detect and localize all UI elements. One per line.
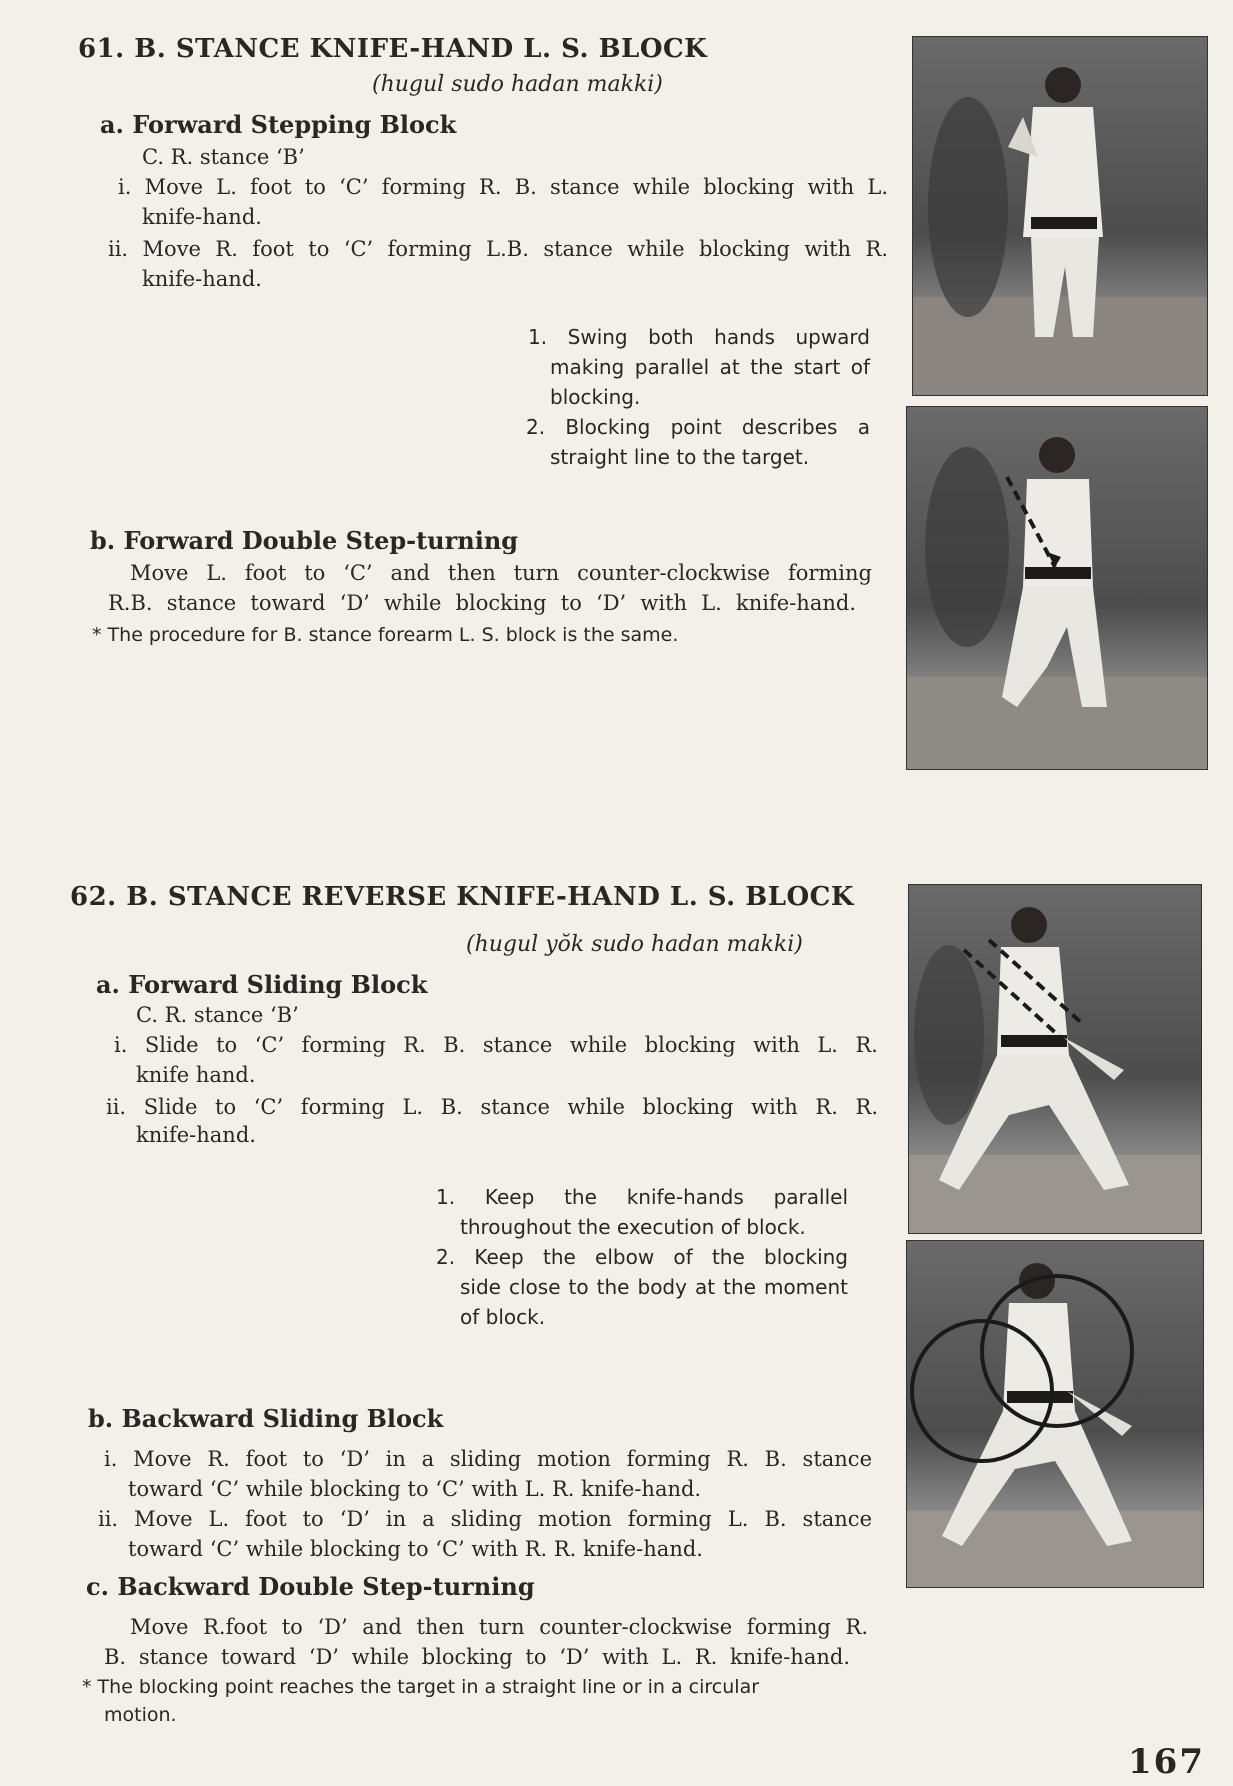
section-61-note-1-end: blocking. (550, 385, 641, 409)
photo-forward-stepping-block-end (906, 406, 1208, 770)
section-62-heading: 62. B. STANCE REVERSE KNIFE-HAND L. S. BLOCK (70, 882, 854, 912)
section-62b-step-ii: ii. Move L. foot to ‘D’ in a sliding motion forming L. B. stance (98, 1507, 872, 1531)
section-61a-title: a. Forward Stepping Block (100, 110, 457, 139)
section-61b-line-1: Move L. foot to ‘C’ and then turn counter-clockwise forming (130, 561, 872, 585)
section-62-note-2-cont: side close to the body at the moment (460, 1275, 848, 1299)
section-62a-start-position: C. R. stance ‘B’ (136, 1003, 299, 1027)
section-61-heading: 61. B. STANCE KNIFE-HAND L. S. BLOCK (78, 34, 708, 64)
section-62-note-1: 1. Keep the knife-hands parallel (436, 1185, 848, 1209)
section-62a-step-ii: ii. Slide to ‘C’ forming L. B. stance while blocking with R. R. (106, 1095, 878, 1119)
section-62-korean-term: (hugul yŏk sudo hadan makki) (466, 932, 803, 957)
section-62b-title: b. Backward Sliding Block (88, 1404, 444, 1433)
photo-reverse-knife-hand-straight-line (908, 884, 1202, 1234)
section-61a-step-i-cont: knife-hand. (142, 205, 262, 229)
section-61-note-1-cont: making parallel at the start of (550, 355, 870, 379)
section-61-footnote: * The procedure for B. stance forearm L. S. block is the same. (92, 624, 679, 646)
section-61b-title: b. Forward Double Step-turning (90, 526, 519, 555)
section-62a-step-ii-cont: knife-hand. (136, 1123, 256, 1147)
section-61-korean-term: (hugul sudo hadan makki) (372, 72, 663, 97)
section-62-note-2-end: of block. (460, 1305, 546, 1329)
section-61a-step-i: i. Move L. foot to ‘C’ forming R. B. stance while blocking with L. (118, 175, 888, 199)
section-62-note-2: 2. Keep the elbow of the blocking (436, 1245, 848, 1269)
section-62-note-1-cont: throughout the execution of block. (460, 1215, 806, 1239)
section-61-note-2-cont: straight line to the target. (550, 445, 810, 469)
section-62a-step-i: i. Slide to ‘C’ forming R. B. stance while blocking with L. R. (114, 1033, 878, 1057)
section-61b-line-2: R.B. stance toward ‘D’ while blocking to ‘D’ with L. knife-hand. (108, 591, 856, 615)
section-62a-title: a. Forward Sliding Block (96, 970, 428, 999)
section-62-footnote: * The blocking point reaches the target in a straight line or in a circular (82, 1676, 760, 1698)
section-62b-step-i-cont: toward ‘C’ while blocking to ‘C’ with L. R. knife-hand. (128, 1477, 702, 1501)
section-62-footnote-cont: motion. (104, 1704, 177, 1726)
section-61-note-1: 1. Swing both hands upward (528, 325, 870, 349)
section-62c-title: c. Backward Double Step-turning (86, 1572, 535, 1601)
section-61-note-2: 2. Blocking point describes a (526, 415, 870, 439)
section-61a-step-ii: ii. Move R. foot to ‘C’ forming L.B. stance while blocking with R. (108, 237, 888, 261)
section-61a-start-position: C. R. stance ‘B’ (142, 145, 305, 169)
photo-reverse-knife-hand-circular (906, 1240, 1204, 1588)
photo-forward-stepping-block-start (912, 36, 1208, 396)
section-62c-line-2: B. stance toward ‘D’ while blocking to ‘D’ with L. R. knife-hand. (104, 1645, 850, 1669)
section-61a-step-ii-cont: knife-hand. (142, 267, 262, 291)
page-number: 167 (1128, 1742, 1205, 1782)
section-62a-step-i-cont: knife hand. (136, 1063, 256, 1087)
section-62c-line-1: Move R.foot to ‘D’ and then turn counter-clockwise forming R. (130, 1615, 868, 1639)
section-62b-step-i: i. Move R. foot to ‘D’ in a sliding motion forming R. B. stance (104, 1447, 872, 1471)
section-62b-step-ii-cont: toward ‘C’ while blocking to ‘C’ with R. R. knife-hand. (128, 1537, 703, 1561)
